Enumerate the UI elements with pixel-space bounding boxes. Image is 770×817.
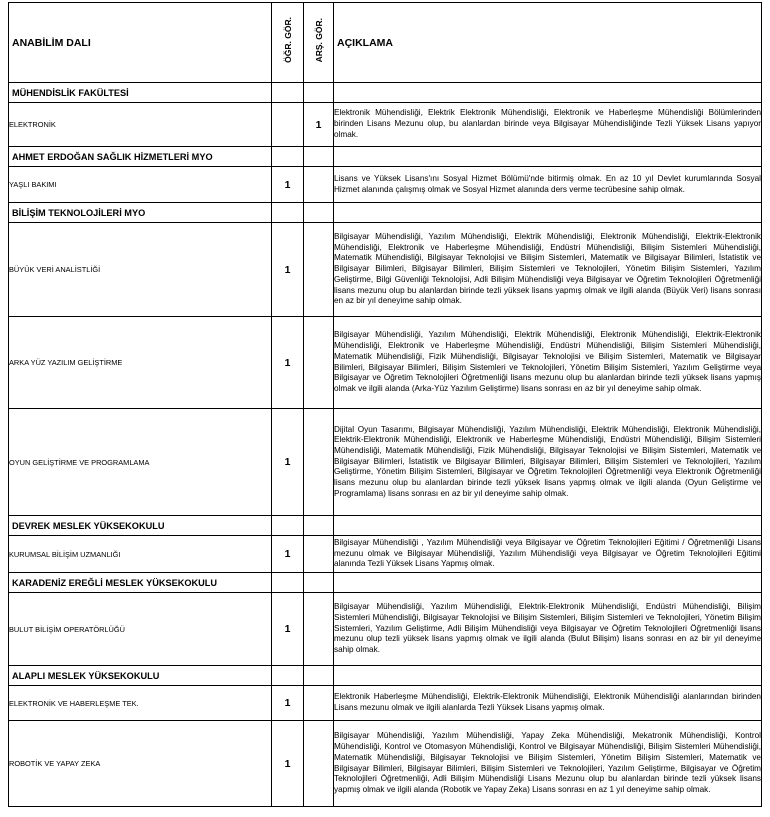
section-row: [9, 203, 762, 223]
requirement-text: Lisans ve Yüksek Lisans'ını Sosyal Hizmet Bölümü'nde bitirmiş olmak. En az 10 yıl Devlet kurumlarında Sosyal Hizmet alanında çalışmış olmak ve Sosyal Hizmet alanında ders verme tecrübesine sahip olmak.: [334, 167, 762, 203]
program-name: BÜYÜK VERİ ANALİSTLİĞİ: [9, 223, 272, 317]
og-count: 1: [272, 223, 304, 317]
requirement-text: Elektronik Mühendisliği, Elektrik Elektronik Mühendisliği, Elektronik ve Haberleşme Mühendisliği Bölümlerinden birinden Lisans Mezunu olup, bu alanlardan birinde veya Bilgisayar Mühendisliğinde Tezli Yüksek Lisans yapıyor olmak.: [334, 103, 762, 147]
requirement-text: Dijital Oyun Tasarımı, Bilgisayar Mühendisliği, Yazılım Mühendisliği, Elektrik Mühendisliği, Elektronik Mühendisliği, Elektrik-Elektronik Mühendisliği, Elektronik ve Haberleşme Mühendisliği, Endüstri Mühendisliği, Bilişim Sistemleri Mühendisliği, Matematik Mühendisliği, Fizik Mühendisliği, Bilgisayar Teknolojisi ve Bilişim Sistemleri, Matematik ve Bilgisayar Bilimleri, İstatistik ve Bilgisayar Bilimleri, Bilgisayar Bilimleri, Bilişim Sistemleri ve Teknolojileri, Yazılım Geliştirme, Yönetim Bilişim Sistemleri, Bilgisayar ve Öğretim Teknolojileri Öğretmenliği veya Elektronik Öğretmenliği lisans mezunu olup bu alanlardan birinde tezli yüksek lisans yapmış olmak ve ilgili alanda (Oyun Geliştirme ve Programlama) lisans sonrası en az bir yıl deneyime sahip olmak.: [334, 409, 762, 516]
ar-count: [304, 167, 334, 203]
ar-count: [304, 317, 334, 409]
og-count: 1: [272, 593, 304, 666]
header-ar-label: ARŞ. GÖR.: [313, 17, 324, 63]
og-count: 1: [272, 317, 304, 409]
table-row: [9, 409, 762, 516]
ar-count: [304, 593, 334, 666]
program-name: ROBOTİK VE YAPAY ZEKA: [9, 721, 272, 807]
section-row: [9, 83, 762, 103]
program-name: OYUN GELİŞTİRME VE PROGRAMLAMA: [9, 409, 272, 516]
ar-count: [304, 686, 334, 721]
ar-count: [304, 409, 334, 516]
og-count: 1: [272, 686, 304, 721]
section-title: MÜHENDİSLİK FAKÜLTESİ: [9, 83, 272, 103]
og-count: 1: [272, 721, 304, 807]
header-og: [272, 3, 304, 83]
requirement-text: Bilgisayar Mühendisliği , Yazılım Mühendisliği veya Bilgisayar ve Öğretim Teknolojileri Eğitimi / Öğretmenliği Lisans mezunu olmak ve Bilgisayar Mühendisliği, Yazılım Mühendisliği veya Bilgisayar ve Öğretim Teknolojileri Eğitimi alanında Tezli Yüksek Lisans Yapmış olmak.: [334, 536, 762, 573]
requirement-text: Bilgisayar Mühendisliği, Yazılım Mühendisliği, Elektrik Mühendisliği, Elektronik Mühendisliği, Elektrik-Elektronik Mühendisliği, Elektronik ve Haberleşme Mühendisliği, Endüstri Mühendisliği, Bilişim Sistemleri Mühendisliği, Matematik Mühendisliği, Fizik Mühendisliği, Bilgisayar Teknolojisi ve Bilişim Sistemleri, Matematik ve Bilgisayar Bilimleri, Bilgisayar Bilimleri, Bilişim Sistemleri ve Teknolojileri, Yönetim Bilişim Sistemleri, Yazılım Geliştirme veya Bilgisayar ve Öğretim Teknolojileri Öğretmenliği lisans mezunu olup bu alanlardan birinde tezli yüksek lisans yapmış olmak ve ilgili alanda (Arka-Yüz Yazılım Geliştirme) lisans sonrası en az bir yıl deneyime sahip olmak.: [334, 317, 762, 409]
section-title: BİLİŞİM TEKNOLOJİLERİ MYO: [9, 203, 272, 223]
program-name: BULUT BİLİŞİM OPERATÖRLÜĞÜ: [9, 593, 272, 666]
og-count: 1: [272, 409, 304, 516]
program-name: ELEKTRONİK VE HABERLEŞME TEK.: [9, 686, 272, 721]
ar-count: [304, 223, 334, 317]
og-count: 1: [272, 536, 304, 573]
section-title: DEVREK MESLEK YÜKSEKOKULU: [9, 516, 272, 536]
program-name: YAŞLI BAKIMI: [9, 167, 272, 203]
table-row: [9, 103, 762, 147]
table-row: [9, 721, 762, 807]
ar-count: 1: [304, 103, 334, 147]
section-row: [9, 516, 762, 536]
table-row: [9, 317, 762, 409]
table-row: [9, 593, 762, 666]
section-title: KARADENİZ EREĞLİ MESLEK YÜKSEKOKULU: [9, 573, 272, 593]
section-row: [9, 573, 762, 593]
og-count: [272, 103, 304, 147]
header-unit: ANABİLİM DALI: [9, 3, 272, 83]
program-name: ARKA YÜZ YAZILIM GELİŞTİRME: [9, 317, 272, 409]
table-row: [9, 223, 762, 317]
ar-count: [304, 536, 334, 573]
table-row: [9, 686, 762, 721]
header-description: AÇIKLAMA: [334, 3, 762, 83]
header-row: [9, 3, 762, 83]
og-count: 1: [272, 167, 304, 203]
requirement-text: Elektronik Haberleşme Mühendisliği, Elektrik-Elektronik Mühendisliği, Elektronik Mühendisliği alanlarından birinden Lisans mezunu olmak ve ilgili alanlarda Tezli Yüksek Lisans yapmış olmak.: [334, 686, 762, 721]
requirement-text: Bilgisayar Mühendisliği, Yazılım Mühendisliği, Elektrik Mühendisliği, Elektronik Mühendisliği, Elektrik-Elektronik Mühendisliği, Elektronik ve Haberleşme Mühendisliği, Endüstri Mühendisliği, Bilişim Sistemleri Mühendisliği, Matematik Mühendisliği, Bilgisayar Teknolojisi ve Bilişim Sistemleri, Matematik ve Bilgisayar Bilimleri, İstatistik ve Bilgisayar Bilimleri, Bilgisayar Bilimleri, Bilişim Sistemleri ve Teknolojileri, Yönetim Bilişim Sistemleri, Yazılım Geliştirme, Bilgi Güvenliği Teknolojisi, Adli Bilişim Mühendisliği veya Bilgisayar ve Öğretim Teknolojileri Öğretmenliği lisans mezunu olup bu alanlardan birinde tezli yüksek lisans yapmış olmak ve ilgili alanda (Büyük Veri) lisans sonrası en az bir yıl deneyime sahip olmak.: [334, 223, 762, 317]
section-title: AHMET ERDOĞAN SAĞLIK HİZMETLERİ MYO: [9, 147, 272, 167]
positions-table: [8, 2, 762, 807]
section-title: ALAPLI MESLEK YÜKSEKOKULU: [9, 666, 272, 686]
table-row: [9, 536, 762, 573]
requirement-text: Bilgisayar Mühendisliği, Yazılım Mühendisliği, Elektrik-Elektronik Mühendisliği, Endüstri Mühendisliği, Bilişim Sistemleri Mühendisliği, Bilgisayar Teknolojisi ve Bilişim Sistemleri, Bilişim Sistemleri ve Teknolojileri, Yönetim Bilişim Sistemleri, Yazılım Geliştirme, Adli Bilişim Mühendisliği veya Bilgisayar ve Öğretim Teknolojileri Öğretmenliği lisans mezunu olup tezli yüksek lisans yapmış olmak ve ilgili alanda (Bulut Bilişim) lisans sonrası en az bir yıl deneyime sahip olmak.: [334, 593, 762, 666]
requirement-text: Bilgisayar Mühendisliği, Yazılım Mühendisliği, Yapay Zeka Mühendisliği, Mekatronik Mühendisliği, Kontrol Mühendisliği, Kontrol ve Otomasyon Mühendisliği, Kontrol ve Bilgisayar Mühendisliği, Bilişim Sistemleri Mühendisliği, Matematik Mühendisliği, Bilgisayar Teknolojisi ve Bilişim Sistemleri, Yönetim Bilişim Sistemleri, Matematik ve Bilgisayar Bilimleri, Bilgisayar Bilimleri, Bilişim Sistemleri ve Teknolojileri, Yazılım Geliştirme, Bilgisayar ve Öğretim Teknolojileri Öğretmenliği, Adli Bilişim Mühendisliği Lisans Mezunu olup bu alanlardan birinde tezli yüksek lisans yapmış olmak ve ilgili alanda (Robotik ve Yapay Zeka) Lisans sonrası en az 1 yıl deneyime sahip olmak.: [334, 721, 762, 807]
program-name: ELEKTRONİK: [9, 103, 272, 147]
header-ar: [304, 3, 334, 83]
ar-count: [304, 721, 334, 807]
section-row: [9, 666, 762, 686]
header-og-label: ÖĞR. GÖR.: [282, 17, 293, 63]
section-row: [9, 147, 762, 167]
program-name: KURUMSAL BİLİŞİM UZMANLIĞI: [9, 536, 272, 573]
table-row: [9, 167, 762, 203]
